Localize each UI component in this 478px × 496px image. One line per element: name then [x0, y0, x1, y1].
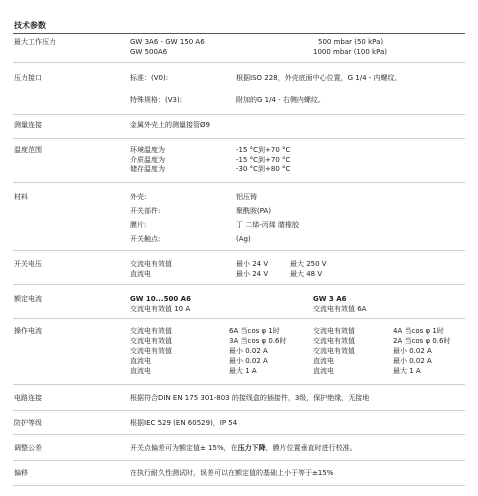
temperature-key: 环境温度为 — [130, 146, 165, 154]
row-divider — [13, 138, 465, 139]
material-key: 膜片: — [130, 221, 147, 229]
temperature-value: -15 °C到+70 °C — [236, 146, 291, 154]
op-current-left-value: 6A 当cos φ 1时 — [229, 327, 280, 335]
temperature-key: 介质温度为 — [130, 156, 165, 164]
adjust-value — [130, 444, 357, 453]
protection-value: 根据IEC 529 (EN 60529)，IP 54 — [130, 419, 238, 427]
temperature-value: -30 °C到+80 °C — [236, 165, 291, 173]
row-divider — [13, 410, 465, 411]
switch-voltage-ac: 交流电有效值 — [130, 260, 172, 268]
switch-voltage-dc-min: 最小 24 V — [236, 270, 269, 278]
temperature-label: 温度范围 — [14, 146, 42, 154]
rated-current-model-1: GW 10...500 A6 — [130, 295, 191, 303]
pressure-port-spec-label: 特殊规格：(V3): — [130, 96, 183, 104]
title-rule — [13, 33, 465, 34]
row-divider — [13, 384, 465, 385]
row-divider — [13, 434, 465, 435]
material-key: 外壳: — [130, 193, 147, 201]
adjust-text-bold: 压力下降 — [237, 444, 266, 452]
row-divider — [13, 485, 465, 486]
max-pressure-models-2: GW 500A6 — [130, 48, 168, 56]
op-current-right-value: 最小 0.02 A — [393, 357, 432, 365]
row-divider — [13, 250, 465, 251]
measure-label: 测量连接 — [14, 121, 42, 129]
row-divider — [13, 114, 465, 115]
op-current-left-key: 直流电 — [130, 367, 151, 375]
drift-label: 偏移 — [14, 469, 28, 477]
op-current-right-key: 交流电有效值 — [313, 327, 355, 335]
material-label: 材料 — [14, 193, 28, 201]
switch-voltage-ac-max: 最大 250 V — [290, 260, 327, 268]
op-current-left-value: 3A 当cos φ 0.6时 — [229, 337, 287, 345]
rated-current-label: 额定电流 — [14, 295, 42, 303]
op-current-left-value: 最小 0.02 A — [229, 357, 268, 365]
max-pressure-models-1: GW 3A6 - GW 150 A6 — [130, 38, 205, 46]
material-key: 开关触点: — [130, 235, 161, 243]
op-current-left-key: 交流电有效值 — [130, 347, 172, 355]
row-divider — [13, 460, 465, 461]
material-value: (Ag) — [236, 235, 251, 243]
protection-label: 防护等级 — [14, 419, 42, 427]
switch-voltage-label: 开关电压 — [14, 260, 42, 268]
op-current-right-key: 直流电 — [313, 357, 334, 365]
max-pressure-value-1: 500 mbar (50 kPa) — [318, 38, 384, 46]
op-current-left-value: 最大 1 A — [229, 367, 257, 375]
op-current-right-key: 直流电 — [313, 367, 334, 375]
op-current-right-key: 交流电有效值 — [313, 347, 355, 355]
temperature-value: -15 °C到+70 °C — [236, 156, 291, 164]
max-pressure-label: 最大工作压力 — [14, 38, 56, 46]
switch-voltage-dc-max: 最大 48 V — [290, 270, 323, 278]
row-divider — [13, 284, 465, 285]
adjust-text-post: ，膜片位置垂直时进行校准。 — [265, 444, 357, 452]
switch-voltage-dc: 直流电 — [130, 270, 151, 278]
temperature-key: 储存温度为 — [130, 165, 165, 173]
circuit-value: 根据符合DIN EN 175 301-803 的接线盒的插接件，3级，保护绝缘，无接地 — [130, 394, 370, 402]
material-key: 开关部件: — [130, 207, 161, 215]
op-current-right-value: 最小 0.02 A — [393, 347, 432, 355]
switch-voltage-ac-min: 最小 24 V — [236, 260, 269, 268]
pressure-port-std-label: 标准：(V0): — [130, 74, 169, 82]
operating-current-label: 操作电流 — [14, 327, 42, 335]
op-current-right-value: 4A 当cos φ 1时 — [393, 327, 444, 335]
rated-current-value-2: 交流电有效值 6A — [313, 305, 367, 313]
section-title: 技术参数 — [14, 21, 46, 30]
op-current-left-key: 交流电有效值 — [130, 337, 172, 345]
material-value: 铝压铸 — [236, 193, 257, 201]
op-current-left-value: 最小 0.02 A — [229, 347, 268, 355]
op-current-right-value: 最大 1 A — [393, 367, 421, 375]
row-divider — [13, 62, 465, 63]
adjust-text-pre: 开关点偏差可为额定值± 15%，在 — [130, 444, 238, 452]
drift-value: 在执行耐久性测试时，误差可以在额定值的基础上小于等于±15% — [130, 469, 334, 477]
pressure-port-std-value: 根据ISO 228，外壳底面中心位置，G 1/4 - 内螺纹。 — [236, 74, 402, 82]
adjust-label: 调整公差 — [14, 444, 42, 452]
op-current-left-key: 直流电 — [130, 357, 151, 365]
max-pressure-value-2: 1000 mbar (100 kPa) — [313, 48, 387, 56]
pressure-port-spec-value: 附加的G 1/4 - 右侧内螺纹。 — [236, 96, 325, 104]
rated-current-model-2: GW 3 A6 — [313, 295, 347, 303]
row-divider — [13, 318, 465, 319]
row-divider — [13, 182, 465, 183]
op-current-left-key: 交流电有效值 — [130, 327, 172, 335]
pressure-port-label: 压力接口 — [14, 74, 42, 82]
op-current-right-key: 交流电有效值 — [313, 337, 355, 345]
material-value: 丁 二烯-丙烯 腈橡胶 — [236, 221, 299, 229]
rated-current-value-1: 交流电有效值 10 A — [130, 305, 191, 313]
measure-value: 金属外壳上的测量接管Ø9 — [130, 121, 210, 129]
op-current-right-value: 2A 当cos φ 0.6时 — [393, 337, 451, 345]
material-value: 聚酰胺(PA) — [236, 207, 272, 215]
circuit-label: 电路连接 — [14, 394, 42, 402]
